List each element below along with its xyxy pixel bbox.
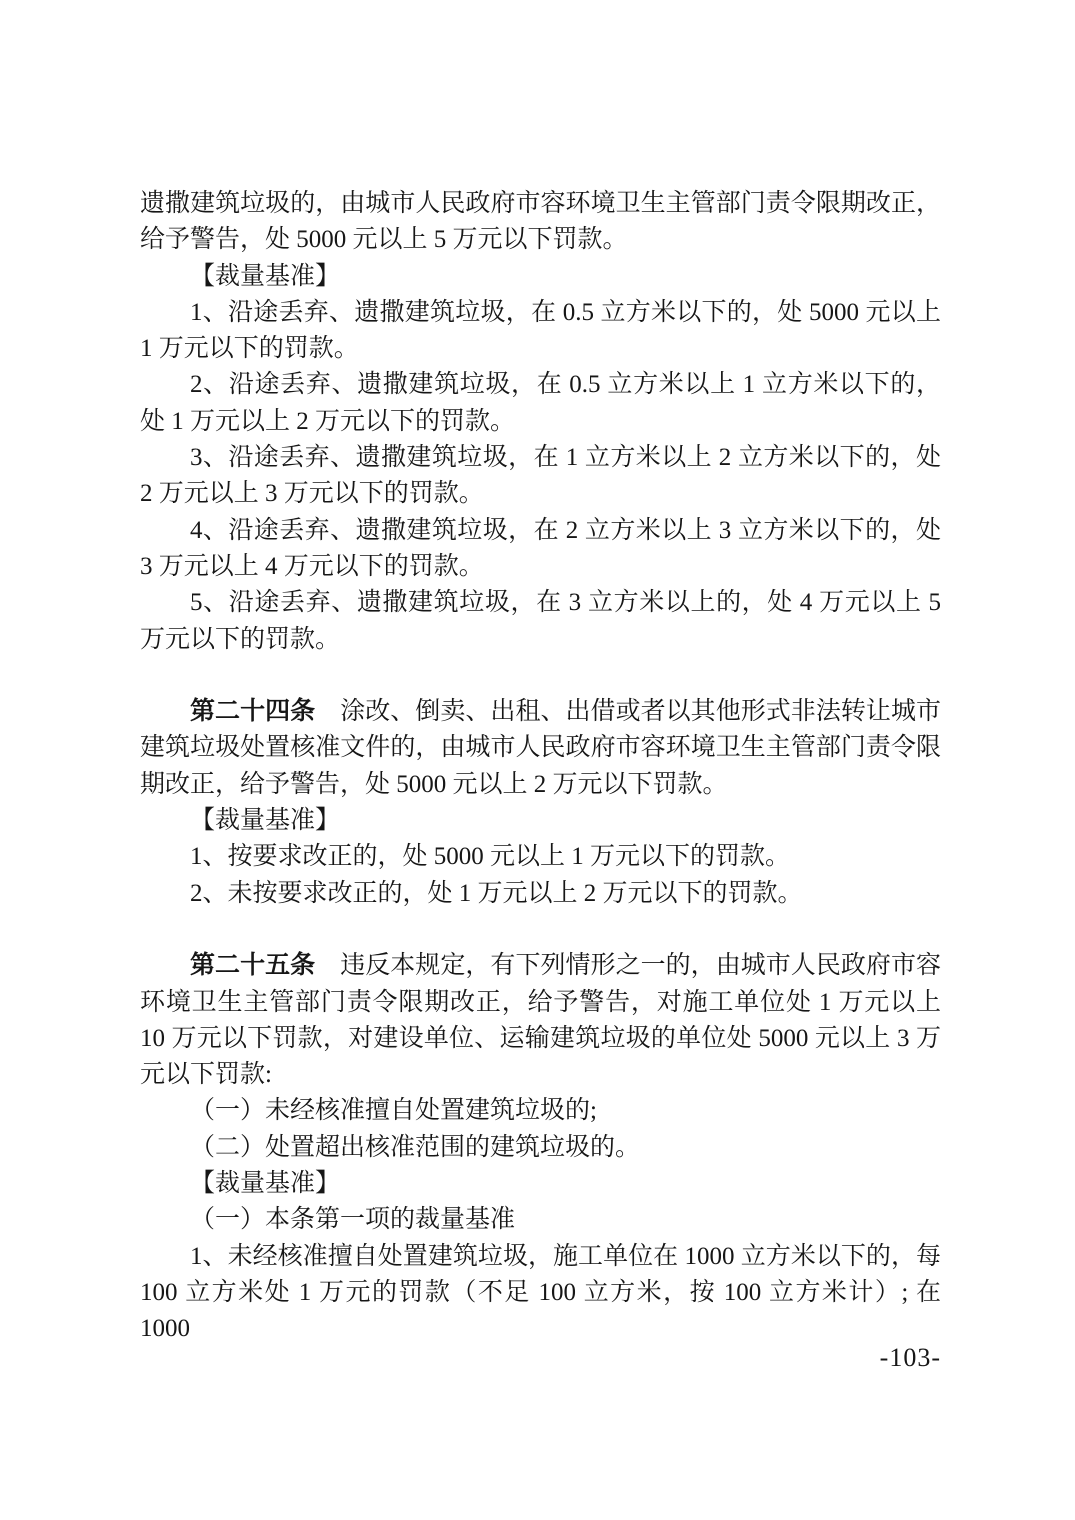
article-paragraph: 第二十五条 违反本规定，有下列情形之一的，由城市人民政府市容环境卫生主管部门责令限期改正，给予警告，对施工单位处 1 万元以上 10 万元以下罚款，对建设单位、运输建筑垃圾的单位处 5000 元以上 3 万元以下罚款: [140,952,941,1089]
paragraph: 1、沿途丢弃、遗撒建筑垃圾，在 0.5 立方米以下的，处 5000 元以上 1 万元以下的罚款。 [140,298,941,363]
paragraph: 2、未按要求改正的，处 1 万元以上 2 万元以下的罚款。 [190,879,803,907]
paragraph: 2、沿途丢弃、遗撒建筑垃圾，在 0.5 立方米以上 1 立方米以下的，处 1 万元以上 2 万元以下的罚款。 [140,371,941,435]
paragraph: 4、沿途丢弃、遗撒建筑垃圾，在 2 立方米以上 3 立方米以下的，处 3 万元以上 4 万元以下的罚款。 [140,516,941,580]
article-number: 第二十五条 [190,952,316,980]
paragraph: 【裁量基准】 [190,807,341,835]
paragraph: 【裁量基准】 [190,1170,341,1198]
paragraph: （二）处置超出核准范围的建筑垃圾的。 [190,1133,641,1161]
article-number: 第二十四条 [190,698,316,726]
paragraph: 【裁量基准】 [190,262,341,290]
paragraph: 3、沿途丢弃、遗撒建筑垃圾，在 1 立方米以上 2 立方米以下的，处 2 万元以上 3 万元以下的罚款。 [140,444,941,508]
article-paragraph: 第二十四条 涂改、倒卖、出租、出借或者以其他形式非法转让城市建筑垃圾处置核准文件的，由城市人民政府市容环境卫生主管部门责令限期改正，给予警告，处 5000 元以上 2 万元以下罚款。 [140,698,941,798]
paragraph-gap [140,658,941,694]
page-number: -103- [879,1343,941,1372]
paragraph: 1、未经核准擅自处置建筑垃圾，施工单位在 1000 立方米以下的，每 100 立方米处 1 万元的罚款（不足 100 立方米，按 100 立方米计）; 在 1000 [140,1242,941,1343]
paragraph: 1、按要求改正的，处 5000 元以上 1 万元以下的罚款。 [190,843,791,871]
paragraph: 遗撒建筑垃圾的，由城市人民政府市容环境卫生主管部门责令限期改正，给予警告，处 5000 元以上 5 万元以下罚款。 [140,190,941,254]
document-body [140,186,941,1348]
paragraph-gap [140,912,941,948]
paragraph: （一）未经核准擅自处置建筑垃圾的; [190,1097,597,1125]
paragraph: （一）本条第一项的裁量基准 [190,1206,516,1234]
paragraph: 5、沿途丢弃、遗撒建筑垃圾，在 3 立方米以上的，处 4 万元以上 5 万元以下的罚款。 [140,589,941,653]
